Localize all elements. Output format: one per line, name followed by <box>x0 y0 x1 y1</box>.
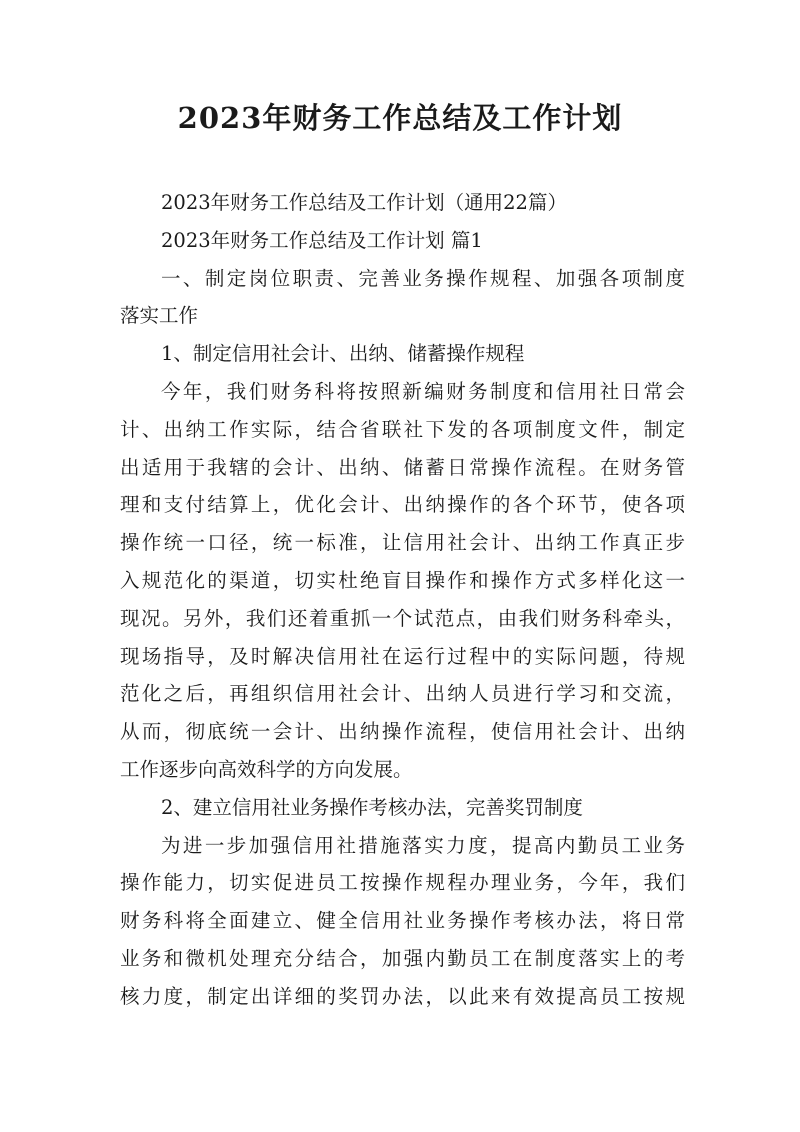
page-title: 2023年财务工作总结及工作计划 <box>177 101 623 135</box>
text-line: 2023年财务工作总结及工作计划 篇1 <box>161 228 483 252</box>
text-line: 操作能力，切实促进员工按操作规程办理业务，今年，我们 <box>120 871 685 895</box>
text-line: 落实工作 <box>120 304 199 328</box>
text-line: 从而，彻底统一会计、出纳操作流程，使信用社会计、出纳 <box>120 720 685 744</box>
text-line: 计、出纳工作实际，结合省联社下发的各项制度文件，制定 <box>120 417 685 441</box>
text-line: 业务和微机处理充分结合，加强内勤员工在制度落实上的考 <box>120 946 685 970</box>
text-line: 1、制定信用社会计、出纳、储蓄操作规程 <box>161 342 525 366</box>
text-line: 核力度，制定出详细的奖罚办法，以此来有效提高员工按规 <box>120 984 685 1008</box>
text-line: 范化之后，再组织信用社会计、出纳人员进行学习和交流， <box>120 682 685 706</box>
text-line: 出适用于我辖的会计、出纳、储蓄日常操作流程。在财务管 <box>120 455 685 479</box>
text-line: 2023年财务工作总结及工作计划（通用22篇） <box>161 191 567 214</box>
document-body <box>120 184 685 1016</box>
text-line: 理和支付结算上，优化会计、出纳操作的各个环节，使各项 <box>120 493 685 517</box>
text-line: 2、建立信用社业务操作考核办法，完善奖罚制度 <box>161 795 583 819</box>
text-line: 财务科将全面建立、健全信用社业务操作考核办法，将日常 <box>120 909 685 933</box>
text-line: 现场指导，及时解决信用社在运行过程中的实际问题，待规 <box>120 644 685 668</box>
text-line: 现况。另外，我们还着重抓一个试范点，由我们财务科牵头， <box>120 606 685 630</box>
text-line: 操作统一口径，统一标准，让信用社会计、出纳工作真正步 <box>120 531 685 555</box>
text-line: 今年，我们财务科将按照新编财务制度和信用社日常会 <box>161 379 685 403</box>
text-line: 为进一步加强信用社措施落实力度，提高内勤员工业务 <box>161 833 685 857</box>
text-line: 入规范化的渠道，切实杜绝盲目操作和操作方式多样化这一 <box>120 568 685 592</box>
text-line: 一、制定岗位职责、完善业务操作规程、加强各项制度 <box>161 266 685 290</box>
text-line: 工作逐步向高效科学的方向发展。 <box>120 757 413 781</box>
